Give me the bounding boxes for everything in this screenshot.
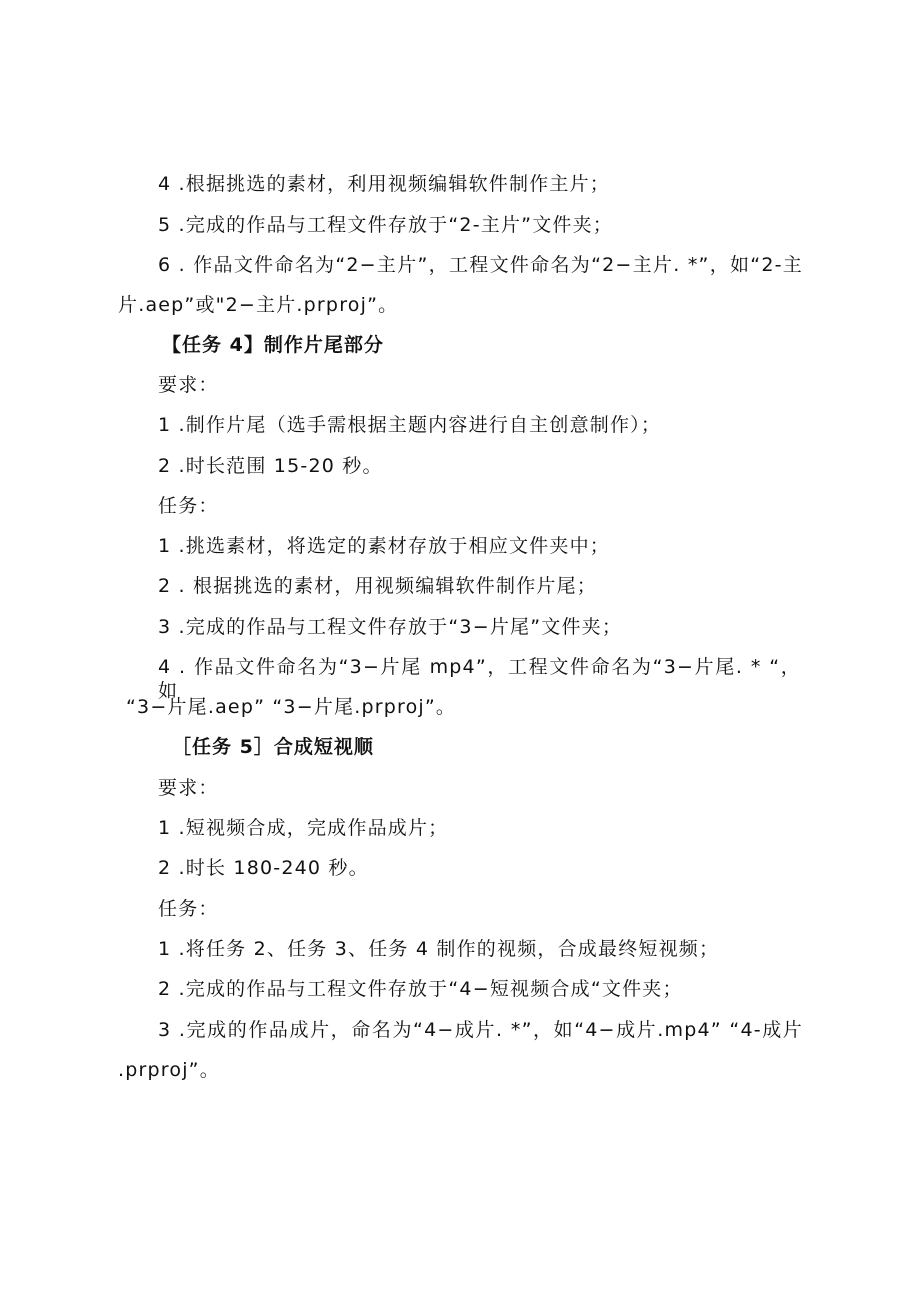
s4-task-3: 3 .完成的作品与工程文件存放于“3−片尾”文件夹； [158,616,623,638]
s5-heading: ［任务 5］合成短视顺 [172,736,374,758]
s5-task-3-line1: 3 .完成的作品成片，命名为“4−成片. *”，如“4−成片.mp4” “4-成片 [158,1019,803,1041]
s5-requirement-2: 2 .时长 180-240 秒。 [158,857,369,879]
s4-heading: 【任务 4】制作片尾部分 [162,334,384,356]
s3-item-6-line1: 6 . 作品文件命名为“2−主片”，工程文件命名为“2−主片. *”，如“2-主 [158,254,803,276]
s4-requirement-1: 1 .制作片尾（选手需根据主题内容进行自主创意制作）； [158,414,662,436]
s5-task-1: 1 .将任务 2、任务 3、任务 4 制作的视频，合成最终短视频； [158,938,720,960]
s4-task-4-line2: “3−片尾.aep” “3−片尾.prproj”。 [126,696,457,718]
s4-tasks-label: 任务： [158,495,219,517]
s5-task-2: 2 .完成的作品与工程文件存放于“4−短视频合成“文件夹； [158,978,683,1000]
s3-item-4: 4 .根据挑选的素材，利用视频编辑软件制作主片； [158,173,610,195]
s4-requirement-2: 2 .时长范围 15-20 秒。 [158,455,383,477]
s4-task-1: 1 .挑选素材，将选定的素材存放于相应文件夹中； [158,535,610,557]
s5-requirement-1: 1 .短视频合成，完成作品成片； [158,817,449,839]
s5-task-3-line2: .prproj”。 [118,1059,220,1081]
s4-task-4-line1: 4 . 作品文件命名为“3−片尾 mp4”，工程文件命名为“3−片尾. * “，如 [158,656,801,702]
s5-requirements-label: 要求： [158,777,219,799]
s3-item-5: 5 .完成的作品与工程文件存放于“2-主片”文件夹； [158,214,613,236]
s4-task-2: 2 . 根据挑选的素材，用视频编辑软件制作片尾； [158,575,598,597]
s5-tasks-label: 任务： [158,898,219,920]
s4-requirements-label: 要求： [158,374,219,396]
s3-item-6-line2: 片.aep”或"2−主片.prproj”。 [118,294,399,316]
